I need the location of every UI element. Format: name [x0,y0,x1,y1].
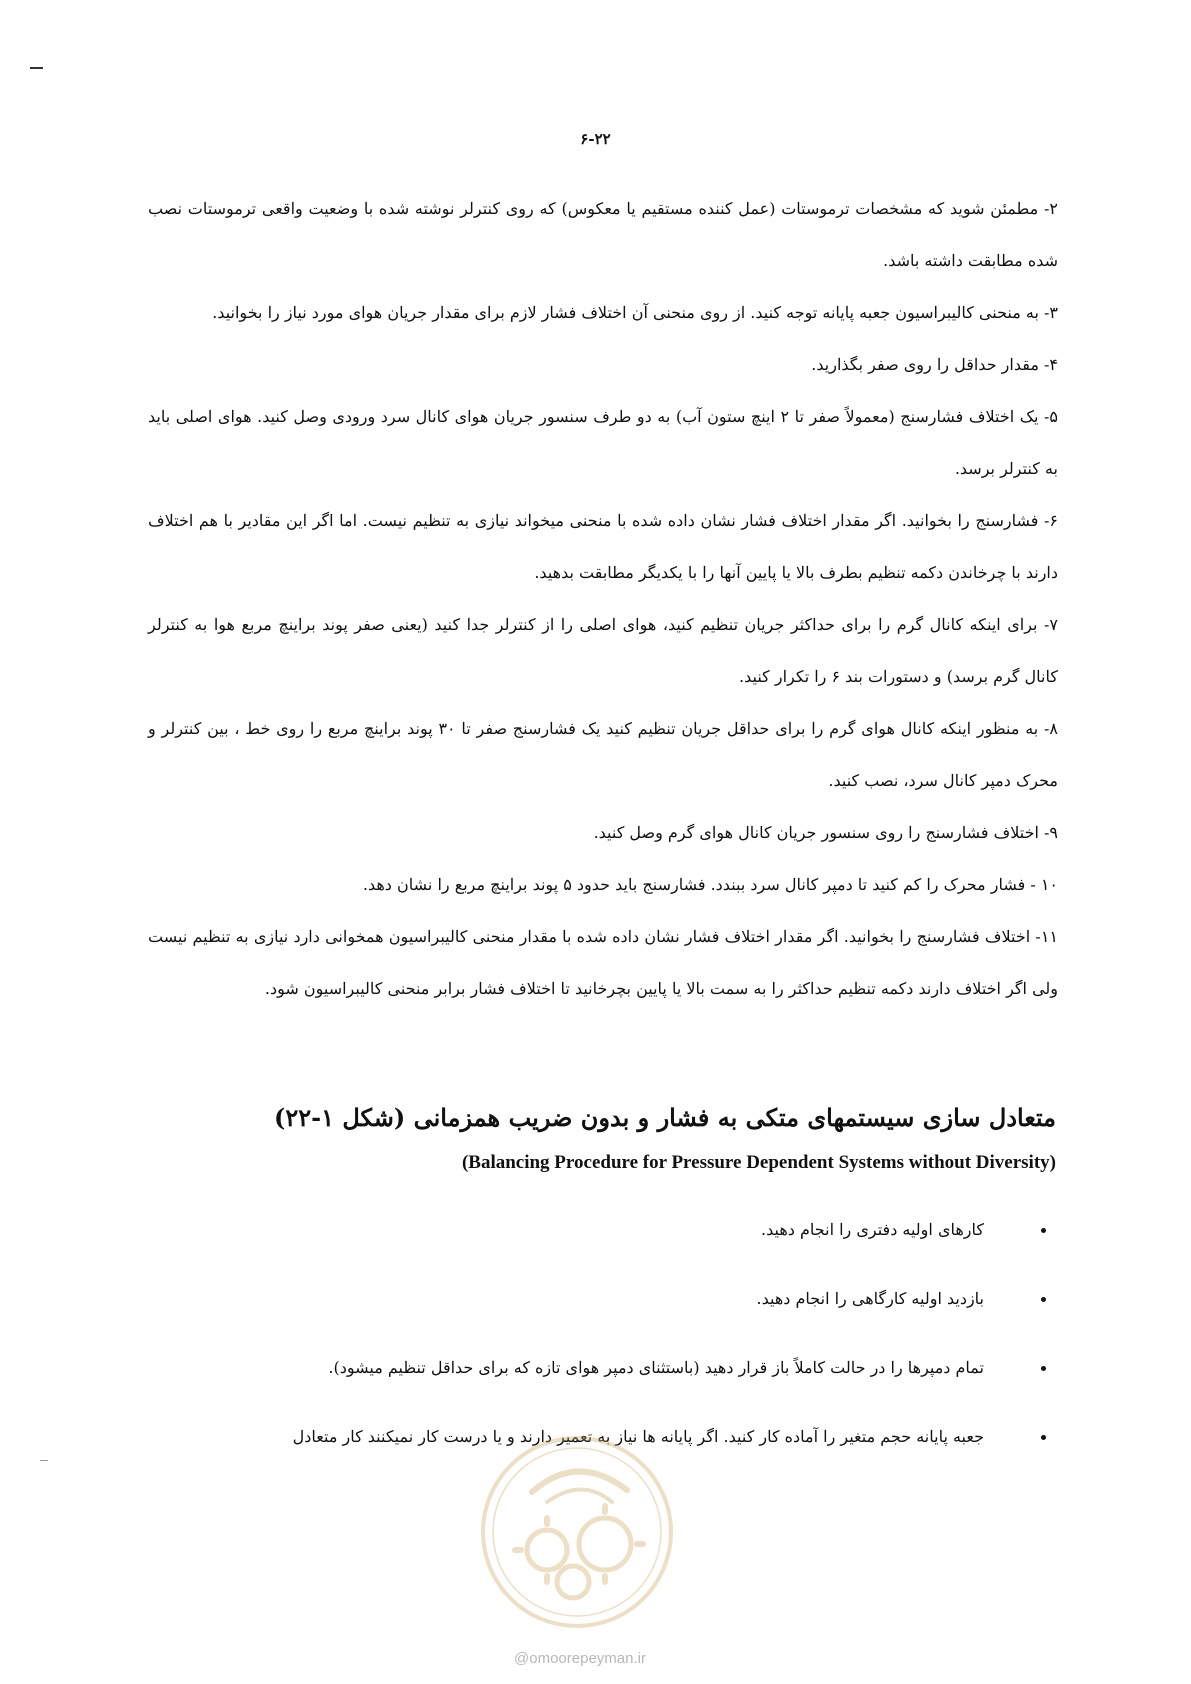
step-11: ۱۱- اختلاف فشارسنج را بخوانید. اگر مقدار اختلاف فشار نشان داده شده با مقدار منحنی کالیبراسیون همخوانی دارد نیازی به تنظیم نیست ولی اگر اختلاف دارند دکمه تنظیم حداکثر را به سمت بالا یا پایین بچرخانید تا اختلاف فشار برابر منحنی کالیبراسیون شود. [148,927,1059,998]
step-10: ۱۰ - فشار محرک را کم کنید تا دمپر کانال سرد ببندد. فشارسنج باید حدود ۵ پوند براینچ مربع را نشان دهد. [362,875,1058,894]
margin-mark [40,1460,48,1461]
step-6: ۶- فشارسنج را بخوانید. اگر مقدار اختلاف فشار نشان داده شده با منحنی میخواند نیازی به تنظیم نیست. اما اگر این مقادیر با هم اختلاف دارند با چرخاندن دکمه تنظیم بطرف بالا یا پایین آنها را با یکدیگر مطابقت بدهید. [148,511,1058,582]
list-item [140,1284,1046,1314]
procedure-steps [148,183,1058,1015]
watermark-url [480,1650,680,1667]
section-title-english: (Balancing Procedure for Pressure Dependent Systems without Diversity) [461,1152,1056,1173]
corner-mark [30,67,43,69]
list-item-text: تمام دمپرها را در حالت کاملاً باز قرار دهید (باستثنای دمپر هوای تازه که برای حداقل تنظیم میشود). [328,1358,984,1377]
page-number: ۶-۲۲ [580,130,611,148]
step-3: ۳- به منحنی کالیبراسیون جعبه پایانه توجه کنید. از روی منحنی آن اختلاف فشار لازم برای مقدار جریان هوای مورد نیاز را بخوانید. [212,303,1058,322]
watermark-url-text: omoorepeyman.ir [529,1650,646,1667]
bullet-icon [1041,1366,1046,1371]
list-item-text: بازدید اولیه کارگاهی را انجام دهید. [756,1289,984,1308]
step-2: ۲- مطمئن شوید که مشخصات ترموستات (عمل کننده مستقیم یا معکوس) که روی کنترلر نوشته شده با وضعیت واقعی ترموستات نصب شده مطابقت داشته باشد. [148,199,1058,270]
bullet-icon [1041,1228,1046,1233]
watermark-seal-icon [477,1432,677,1632]
list-item [140,1215,1046,1245]
step-9: ۹- اختلاف فشارسنج را روی سنسور جریان کانال هوای گرم وصل کنید. [593,823,1058,842]
step-4: ۴- مقدار حداقل را روی صفر بگذارید. [811,355,1058,374]
bullet-icon [1041,1297,1046,1302]
list-item [140,1353,1046,1383]
list-item-text: جعبه پایانه حجم متغیر را آماده کار کنید. اگر پایانه ها نیاز به تعمیر دارند و یا درست کار نمیکنند کار متعادل [292,1427,984,1446]
at-icon: @ [514,1650,530,1667]
bullet-icon [1041,1435,1046,1440]
step-7: ۷- برای اینکه کانال گرم را برای حداکثر جریان تنظیم کنید، هوای اصلی را از کنترلر جدا کنید (یعنی صفر پوند براینچ مربع هوا به کنترلر کانال گرم برسد) و دستورات بند ۶ را تکرار کنید. [148,615,1058,686]
step-8: ۸- به منظور اینکه کانال هوای گرم را برای حداقل جریان تنظیم کنید یک فشارسنج صفر تا ۳۰ پوند براینچ مربع را روی خط ، بین کنترلر و محرک دمپر کانال سرد، نصب کنید. [148,719,1059,790]
list-item-text: کارهای اولیه دفتری را انجام دهید. [761,1220,984,1239]
step-5: ۵- یک اختلاف فشارسنج (معمولاً صفر تا ۲ اینچ ستون آب) به دو طرف سنسور جریان هوای کانال سرد ورودی وصل کنید. هوای اصلی باید به کنترلر برسد. [148,407,1059,478]
section-title-persian: متعادل سازی سیستمهای متکی به فشار و بدون ضریب همزمانی (شکل ۱-۲۲) [273,1103,1056,1132]
